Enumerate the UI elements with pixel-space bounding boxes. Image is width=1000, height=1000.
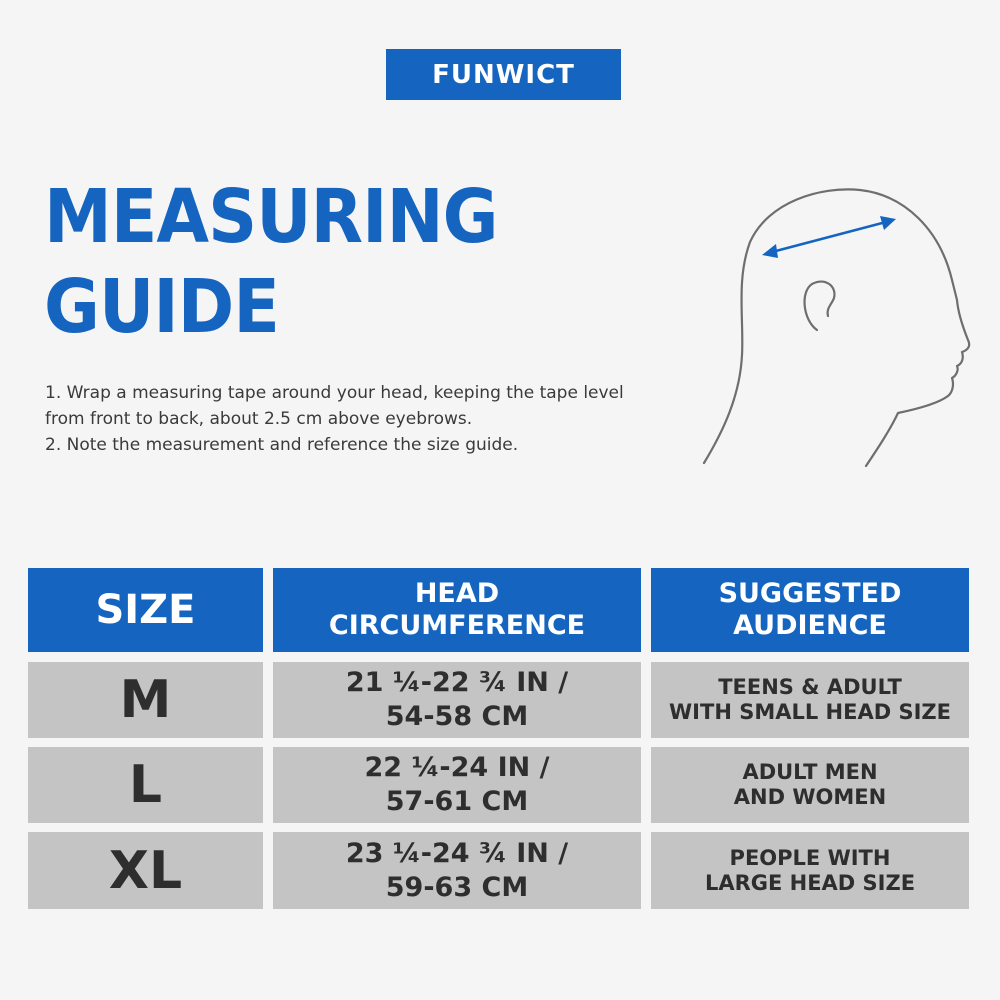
size-value: L — [128, 755, 163, 815]
table-row-m-size — [28, 662, 263, 738]
audience-value: PEOPLE WITH LARGE HEAD SIZE — [704, 845, 916, 895]
table-header-audience-label: SUGGESTED AUDIENCE — [718, 578, 902, 641]
table-header-circumference-label: HEAD CIRCUMFERENCE — [328, 578, 586, 641]
table-row-xl-size — [28, 832, 263, 909]
measuring-instructions — [45, 380, 665, 458]
table-row-xl-circumference — [273, 832, 641, 909]
page-title-line-1: MEASURING — [44, 174, 498, 260]
circumference-value: 23 ¼-24 ¾ IN / 59-63 CM — [345, 837, 569, 903]
instruction-step-1-line-2: from front to back, about 2.5 cm above eyebrows. — [45, 409, 473, 429]
head-profile-with-measuring-arrow-icon — [700, 180, 980, 470]
table-header-size — [28, 568, 263, 652]
instruction-step-1-line-1: 1. Wrap a measuring tape around your head, keeping the tape level — [45, 383, 624, 403]
page-title — [44, 172, 498, 352]
table-header-size-label: SIZE — [95, 587, 196, 633]
table-header-audience — [651, 568, 969, 652]
circumference-value: 22 ¼-24 IN / 57-61 CM — [364, 752, 550, 817]
table-row-l-audience — [651, 747, 969, 823]
page-title-line-2: GUIDE — [44, 264, 279, 350]
size-value: XL — [108, 840, 183, 901]
table-row-l-size — [28, 747, 263, 823]
table-row-l-circumference — [273, 747, 641, 823]
instruction-step-2: 2. Note the measurement and reference the size guide. — [45, 435, 519, 455]
table-row-xl-audience — [651, 832, 969, 909]
brand-logo: FUNWICT — [386, 49, 621, 100]
table-header-circumference — [273, 568, 641, 652]
table-row-m-circumference — [273, 662, 641, 738]
circumference-value: 21 ¼-22 ¾ IN / 54-58 CM — [345, 667, 569, 732]
size-value: M — [119, 670, 172, 730]
table-row-m-audience — [651, 662, 969, 738]
audience-value: ADULT MEN AND WOMEN — [733, 760, 887, 809]
audience-value: TEENS & ADULT WITH SMALL HEAD SIZE — [669, 675, 951, 724]
